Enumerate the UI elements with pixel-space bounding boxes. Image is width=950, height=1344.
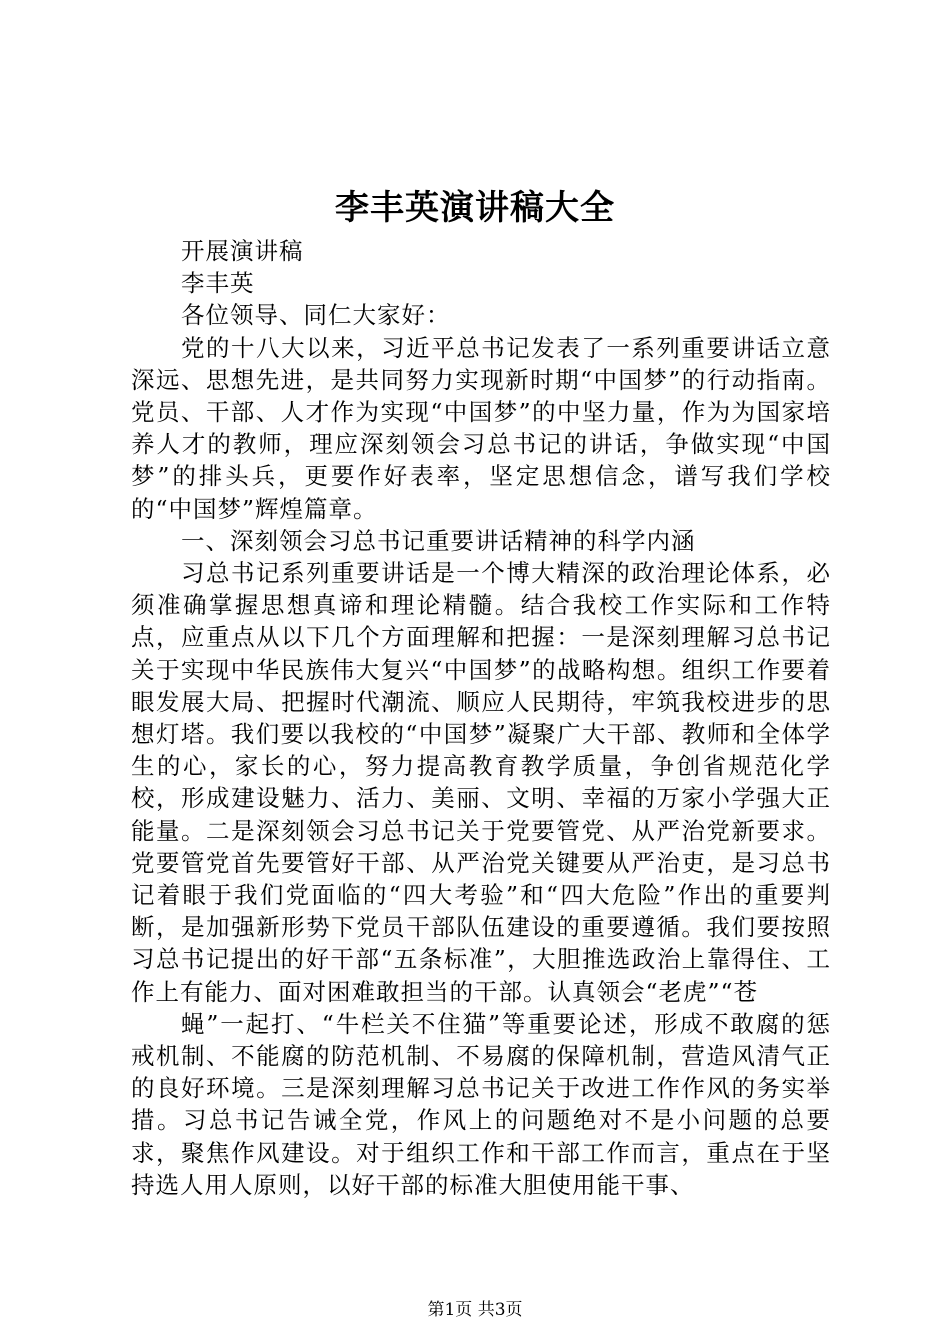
page-number: 第1页 共3页 — [427, 1300, 523, 1320]
document-title: 李丰英演讲稿大全 — [335, 188, 615, 228]
paragraph: 党的十八大以来，习近平总书记发表了一系列重要讲话立意深远、思想先进，是共同努力实现新时期“中国梦”的行动指南。党员、干部、人才作为实现“中国梦”的中坚力量，作为为国家培养人才的教师，理应深刻领会习总书记的讲话，争做实现“中国梦”的排头兵，更要作好表率，坚定思想信念，谱写我们学校的“中国梦”辉煌篇章。 — [131, 333, 831, 523]
document-author: 李丰英 — [181, 269, 255, 298]
paragraph: 蝇”一起打、“牛栏关不住猫”等重要论述，形成不敢腐的惩戒机制、不能腐的防范机制、不易腐的保障机制，营造风清气正的良好环境。三是深刻理解习总书记关于改进工作作风的务实举措。习总书记告诫全党，作风上的问题绝对不是小问题的总要求，聚焦作风建设。对于组织工作和干部工作而言，重点在于坚持选人用人原则，以好干部的标准大胆使用能干事、 — [131, 1009, 831, 1199]
document-body — [131, 235, 831, 1201]
paragraph: 习总书记系列重要讲话是一个博大精深的政治理论体系，必须准确掌握思想真谛和理论精髓。结合我校工作实际和工作特点，应重点从以下几个方面理解和把握：一是深刻理解习总书记关于实现中华民族伟大复兴“中国梦”的战略构想。组织工作要着眼发展大局、把握时代潮流、顺应人民期待，牢筑我校进步的思想灯塔。我们要以我校的“中国梦”凝聚广大干部、教师和全体学生的心，家长的心，努力提高教育教学质量，争创省规范化学校，形成建设魅力、活力、美丽、文明、幸福的万家小学强大正能量。二是深刻领会习总书记关于党要管党、从严治党新要求。党要管党首先要管好干部、从严治党关键要从严治吏，是习总书记着眼于我们党面临的“四大考验”和“四大危险”作出的重要判断，是加强新形势下党员干部队伍建设的重要遵循。我们要按照习总书记提出的好干部“五条标准”，大胆推选政治上靠得住、工作上有能力、面对困难敢担当的干部。认真领会“老虎”“苍 — [131, 559, 831, 1006]
document-subtitle: 开展演讲稿 — [181, 237, 304, 265]
section-heading: 一、深刻领会习总书记重要讲话精神的科学内涵 — [181, 526, 696, 555]
document-salutation: 各位领导、同仁大家好： — [181, 301, 451, 330]
